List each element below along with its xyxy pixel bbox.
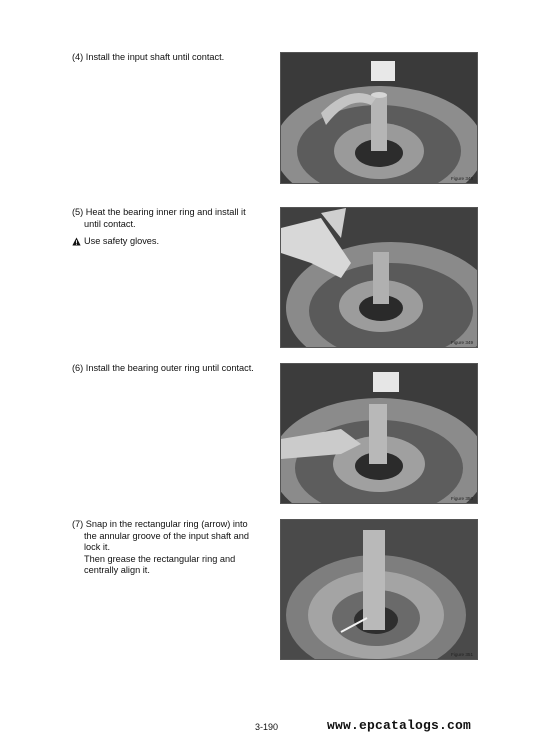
step-4-line-1: (4) Install the input shaft until contact. [72,52,225,62]
step-5-line-2: until contact. [84,218,136,229]
figure-351-photo [281,520,477,659]
site-watermark: www.epcatalogs.com [327,718,472,733]
figure-350 [280,363,478,504]
figure-349 [280,207,478,348]
figure-350-label: Figure 350 [451,496,473,501]
figure-348 [280,52,478,184]
step-7-line-4: Then grease the rectangular ring and [84,553,236,564]
warning-text: Use safety gloves. [84,236,160,247]
step-7-line-3: lock it. [84,542,111,553]
warning-triangle-icon [72,237,81,246]
step-5-text [72,207,260,248]
step-6-line-1: (6) Install the bearing outer ring until contact. [72,363,254,373]
figure-348-label: Figure 348 [451,176,473,181]
step-7-text [72,519,260,577]
step-7-line-5: centrally align it. [84,565,150,576]
figure-351-label: Figure 351 [451,652,473,657]
step-4-text [72,52,260,64]
figure-349-label: Figure 349 [451,340,473,345]
safety-warning [72,236,260,248]
step-5-line-1: (5) Heat the bearing inner ring and install it [72,207,246,217]
step-6-text [72,363,260,375]
figure-350-photo [281,364,477,503]
figure-349-photo [281,208,477,347]
page-number: 3-190 [255,722,279,732]
step-7-line-2: the annular groove of the input shaft and [84,530,249,541]
figure-351 [280,519,478,660]
figure-348-photo [281,53,477,183]
step-7-line-1: (7) Snap in the rectangular ring (arrow) into [72,519,248,529]
